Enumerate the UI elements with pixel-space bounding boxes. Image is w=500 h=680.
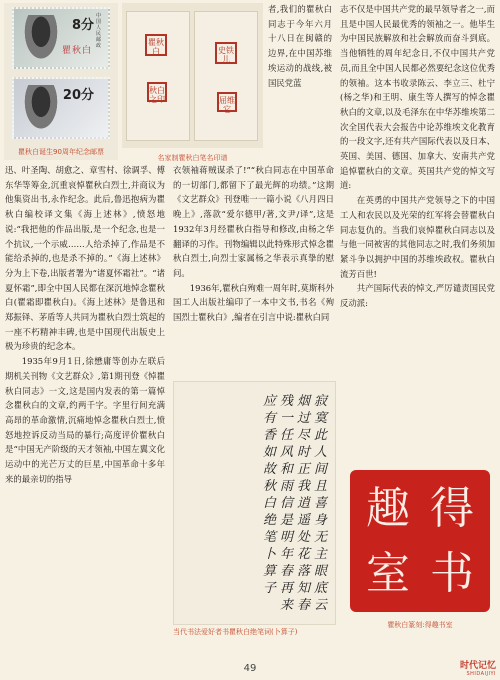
paragraph: 志不仅是中国共产党的最早领导者之一,而且是中国人民最优秀的领袖之一。他毕生为中国民族解放和社会解放而奋斗到底。当他牺牲的周年纪念日,不仅中国共产党员,而且全中国人民都必然要纪念这位优秀的领袖。这本书收录陈云、李立三、杜宁(杨之华)和王明、康生等人撰写的悼念瞿秋白的文章,以及毛泽东在中华苏维埃第二次全国代表大会报告中论苏维埃文化教育的一段文字,还有共产国际代表以及日本、英国、美国、德国、加拿大、安南共产党追悼瞿秋白的文章。英国共产党的悼文写道: [340,4,495,191]
brand-pinyin: SHIDAIJIYI [466,671,496,677]
seal-impression: 史铁儿 [215,42,237,64]
seal-char: 室 [366,547,410,599]
manuscript-char: 一 [280,411,294,426]
paragraph: 衣领袖蒋贼谋杀了!”“秋白同志在中国革命的一切部门,都留下了最光辉的功绩。”这期《文艺群众》刊登唯一一篇小说《八月四日晚上》,落款“爱尔德甲/著,文尹/译”,这是1932年3月经瞿秋白指导和修改,由杨之华翻译的习作。刊物编辑以此特殊形式悼念瞿秋白烈士,向烈士家属杨之华表示真挚的慰问。 [173,165,334,278]
stamp-8fen [12,7,110,69]
seal-char: 书 [430,547,474,599]
seal-book-photo [122,3,263,148]
seal-caption: 瞿秋白篆刻:得趣书室 [387,621,453,629]
manuscript-char: 无 [314,530,328,545]
seal-impression: 瞿秋白 [145,34,167,56]
stamp-country: 中国人民邮政 [96,13,102,49]
manuscript-char: 间 [314,462,328,477]
manuscript-char: 残 [280,394,294,409]
manuscript-char: 寞 [314,411,328,426]
manuscript-char: 风 [280,445,294,460]
manuscript-char: 云 [314,598,328,613]
manuscript-char: 时 [297,445,311,460]
manuscript-char: 过 [297,411,311,426]
paragraph: 共产国际代表的悼文,严厉谴责国民党反动派: [340,283,495,309]
portrait-figure [22,15,60,63]
seal-impression: 秋白之印 [147,82,167,102]
paragraph: 1935年9月1日,徐懋庸等创办左联后期机关刊物《文艺群众》,第1期刊登《悼瞿秋白同志》一文,这是国内发表的第一篇悼念瞿秋白的文章,约两千字。字里行间充满高昂的革命激情,沉痛地悼念瞿秋白烈士,愤怒地控诉反动当局的暴行;高度评价瞿秋白是“中国无产阶级的天才领袖,中国左翼文化运动中的光芒万丈的巨星,中国革命十多年来的最亲切的指导 [5,356,165,484]
stamp-value: 20分 [62,88,94,103]
book-page-right [194,11,258,141]
manuscript-char: 有 [263,411,277,426]
manuscript-char: 逍 [297,496,311,511]
seal-book-caption: 名家制瞿秋白笔名印谱 [157,154,228,162]
text-column-left [5,163,165,486]
manuscript-char: 尽 [297,428,311,443]
manuscript-char: 花 [297,547,311,562]
manuscript-char: 绝 [263,513,277,528]
manuscript-char: 如 [263,445,277,460]
book-page-left [126,11,190,141]
text-column-middle [173,163,334,325]
manuscript-char: 落 [297,564,311,579]
manuscript-char: 卜 [263,547,277,562]
red-seal-carving [350,470,490,612]
manuscript-char: 我 [297,479,311,494]
manuscript-char: 且 [314,479,328,494]
paragraph: 1936年,瞿秋白殉难一周年时,莫斯科外国工人出版社编印了一本中文书,书名《殉国烈士瞿秋白》,编者在引言中说:瞿秋白同 [173,282,334,323]
manuscript-char: 年 [280,547,294,562]
manuscript-char: 人 [314,445,328,460]
manuscript-char: 香 [263,428,277,443]
manuscript-char: 明 [280,530,294,545]
manuscript-char: 信 [280,496,294,511]
manuscript-char: 眼 [314,564,328,579]
calligraphy-manuscript-photo [173,381,336,625]
paragraph: 在英勇的中国共产党领导之下的中国工人和农民以及光荣的红军将会替瞿秋白同志复仇的。当我们哀悼瞿秋白同志以及与他一同被害的其他同志之时,我们务须加紧斗争以拥护中国的苏维埃政权。瞿秋白流芳百世! [340,195,495,279]
manuscript-char: 遥 [297,513,311,528]
manuscript-char: 正 [297,462,311,477]
manuscript-char: 烟 [297,394,311,409]
stamp-name: 瞿秋白 [61,46,92,56]
manuscript-char: 喜 [314,496,328,511]
manuscript-char: 白 [263,496,277,511]
stamp-20fen [12,77,110,139]
page-number: 49 [243,663,257,674]
manuscript-char: 再 [280,581,294,596]
manuscript-caption: 当代书法爱好者书瞿秋白绝笔词(卜算子) [173,628,298,636]
manuscript-char: 笔 [263,530,277,545]
manuscript-char: 秋 [263,479,277,494]
stamps-caption: 瞿秋白诞生90周年纪念邮票 [18,148,104,156]
manuscript-char: 和 [280,462,294,477]
manuscript-char: 寂 [314,394,328,409]
manuscript-char: 知 [297,581,311,596]
commemorative-stamps-photo [4,3,118,160]
manuscript-char: 底 [314,581,328,596]
manuscript-char: 身 [314,513,328,528]
seal-impression: 屈维它 [217,92,237,112]
paragraph: 者,我们的瞿秋白同志于今年六月十八日在闽赣的边界,在中国苏维埃运动的战线,被国民党蓝 [268,4,332,88]
text-column-top-narrow [268,2,332,90]
manuscript-char: 春 [297,598,311,613]
manuscript-char: 故 [263,462,277,477]
manuscript-char: 雨 [280,479,294,494]
manuscript-char: 任 [280,428,294,443]
manuscript-char: 是 [280,513,294,528]
manuscript-char: 春 [280,564,294,579]
magazine-brand [440,658,496,677]
stamp-value: 8分 [71,18,94,33]
manuscript-char: 应 [263,394,277,409]
manuscript-char: 处 [297,530,311,545]
manuscript-char: 子 [263,581,277,596]
paragraph: 迅、叶圣陶、胡愈之、章雪村、徐调孚、傅东华等筹金,沉重哀悼瞿秋白烈士,并商议为他集资出书,永作纪念。此后,鲁迅抱病为瞿秋白编校译文集《海上述林》,愤怒地说:“我把他的作品出版,是一个纪念,也是一个抗议,一个示威……人给杀掉了,作品是不能给杀掉的,也是杀不掉的。”《海上述林》分为上下卷,出版者署为“诸夏怀霜社”。“诸夏怀霜”,即全中国人民都在深沉地悼念瞿秋白(瞿霜即瞿秋白)。《海上述林》是鲁迅和郑振铎、茅盾等人共同为瞿秋白烈士筑起的一座不朽精神丰碑,也是中国现代出版史上极为珍贵的纪念本。 [5,165,165,352]
text-column-right [340,2,495,311]
manuscript-char: 算 [263,564,277,579]
seal-char: 得 [430,482,474,534]
manuscript-char: 来 [280,598,294,613]
manuscript-char: 主 [314,547,328,562]
manuscript-char: 此 [314,428,328,443]
brand-name: 时代记忆 [459,661,496,671]
seal-char: 趣 [366,482,410,534]
portrait-figure [22,85,60,133]
